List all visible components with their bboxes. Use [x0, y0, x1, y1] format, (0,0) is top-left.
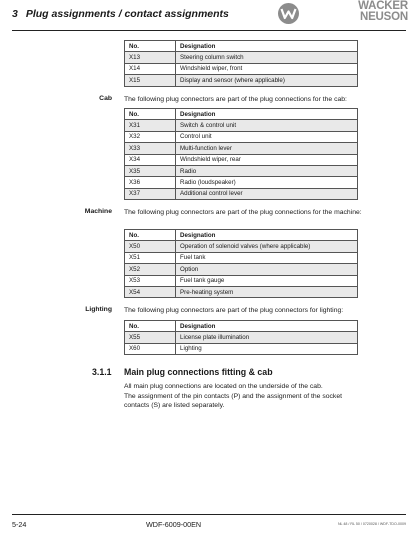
section-number: 3.1.1 [92, 367, 112, 377]
plug-number-cell: X32 [125, 131, 176, 142]
plug-number-cell: X60 [125, 343, 176, 354]
section-paragraph-1: All main plug connections are located on the underside of the cab. [124, 383, 323, 390]
plug-table-continued [124, 40, 358, 87]
logo-line-2: NEUSON [359, 11, 408, 23]
table-row [125, 275, 358, 286]
plug-number-cell: X51 [125, 252, 176, 263]
plug-number-cell: X53 [125, 275, 176, 286]
plug-number-cell: X52 [125, 264, 176, 275]
table-row [125, 52, 358, 63]
designation-cell: Radio (loudspeaker) [176, 177, 358, 188]
plug-number-cell: X33 [125, 143, 176, 154]
column-header-no: No. [125, 41, 176, 52]
plug-number-cell: X13 [125, 52, 176, 63]
designation-cell: Control unit [176, 131, 358, 142]
table-row [125, 241, 358, 252]
chapter-number: 3 [12, 8, 18, 20]
designation-cell: License plate illumination [176, 332, 358, 343]
table-row [125, 131, 358, 142]
plug-number-cell: X50 [125, 241, 176, 252]
column-header-no: No. [125, 230, 176, 241]
section-paragraph-2: The assignment of the pin contacts (P) and the assignment of the socket contacts (S) are listed separately. [124, 393, 342, 410]
table-row [125, 343, 358, 354]
document-number: WDF-6009-00EN [146, 520, 202, 529]
designation-cell: Windshield wiper, front [176, 63, 358, 74]
chapter-title: Plug assignments / contact assignments [25, 8, 229, 20]
lighting-intro: The following plug connectors are part of the plug connectors for lighting: [124, 307, 344, 314]
table-row [125, 252, 358, 263]
machine-label: Machine [84, 208, 112, 215]
logo-wordmark [303, 1, 408, 23]
column-header-designation: Designation [176, 109, 358, 120]
header-divider [12, 30, 406, 31]
designation-cell: Pre-heating system [176, 286, 358, 297]
lighting-label: Lighting [85, 306, 112, 313]
plug-table-lighting [124, 320, 358, 355]
designation-cell: Option [176, 264, 358, 275]
designation-cell: Windshield wiper, rear [176, 154, 358, 165]
machine-intro: The following plug connectors are part of the plug connections for the machine: [124, 209, 362, 216]
table-row [125, 154, 358, 165]
table-row [125, 63, 358, 74]
column-header-designation: Designation [176, 230, 358, 241]
table-row [125, 286, 358, 297]
section-title: Main plug connections fitting & cab [124, 367, 273, 377]
footer-divider [12, 514, 406, 515]
designation-cell: Multi-function lever [176, 143, 358, 154]
designation-cell: Lighting [176, 343, 358, 354]
designation-cell: Fuel tank [176, 252, 358, 263]
plug-number-cell: X55 [125, 332, 176, 343]
cab-label: Cab [99, 95, 112, 102]
page-number: 5-24 [12, 520, 27, 529]
table-row [125, 332, 358, 343]
plug-number-cell: X37 [125, 188, 176, 199]
table-row [125, 264, 358, 275]
plug-table-machine [124, 229, 358, 298]
cab-intro: The following plug connectors are part of the plug connections for the cab: [124, 96, 347, 103]
column-header-no: No. [125, 109, 176, 120]
table-row [125, 143, 358, 154]
w-logo-icon [278, 3, 299, 24]
plug-number-cell: X35 [125, 165, 176, 176]
designation-cell: Steering column switch [176, 52, 358, 63]
designation-cell: Switch & control unit [176, 120, 358, 131]
designation-cell: Additional control lever [176, 188, 358, 199]
logo-line-1: WACKER [358, 0, 408, 12]
plug-number-cell: X14 [125, 63, 176, 74]
plug-number-cell: X36 [125, 177, 176, 188]
column-header-designation: Designation [176, 321, 358, 332]
table-row [125, 120, 358, 131]
column-header-no: No. [125, 321, 176, 332]
plug-number-cell: X31 [125, 120, 176, 131]
table-row [125, 165, 358, 176]
table-row [125, 75, 358, 86]
brand-logo [278, 1, 408, 31]
designation-cell: Fuel tank gauge [176, 275, 358, 286]
table-row [125, 177, 358, 188]
plug-table-cab [124, 108, 358, 200]
table-row [125, 188, 358, 199]
plug-number-cell: X15 [125, 75, 176, 86]
plug-number-cell: X54 [125, 286, 176, 297]
designation-cell: Radio [176, 165, 358, 176]
designation-cell: Display and sensor (where applicable) [176, 75, 358, 86]
designation-cell: Operation of solenoid valves (where applicable) [176, 241, 358, 252]
column-header-designation: Designation [176, 41, 358, 52]
page-header-title [12, 8, 229, 20]
footer-code: NL 48 / RL 50 / 0720028 / WDF-TDO-0009 [337, 522, 406, 526]
plug-number-cell: X34 [125, 154, 176, 165]
